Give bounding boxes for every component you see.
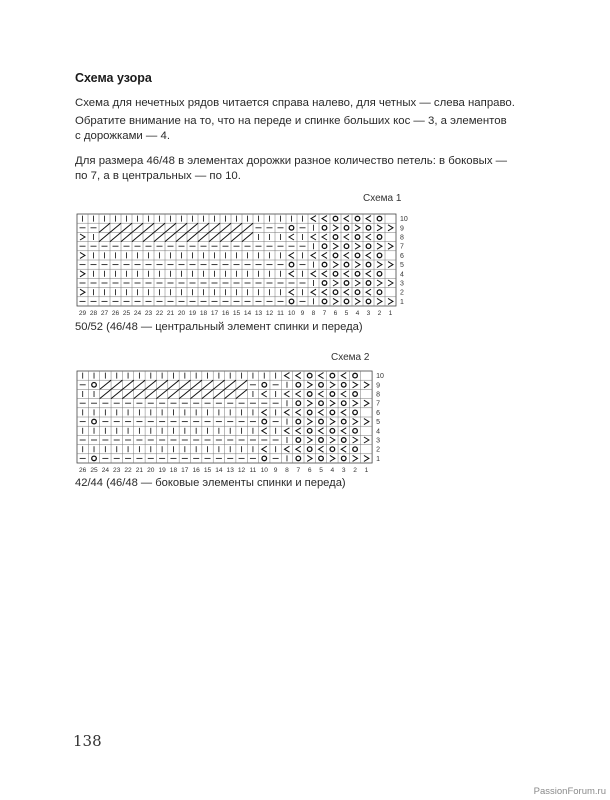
scheme2-row-label: 8 bbox=[376, 391, 381, 399]
scheme1-row-label: 4 bbox=[400, 271, 404, 279]
scheme1-col-label: 6 bbox=[333, 310, 338, 317]
scheme1-col-label: 19 bbox=[188, 310, 197, 317]
scheme1-chart-grid bbox=[77, 214, 408, 317]
scheme1-col-label: 16 bbox=[221, 310, 230, 317]
scheme1-col-label: 13 bbox=[254, 310, 263, 317]
scheme1-col-label: 15 bbox=[232, 310, 241, 317]
scheme1-row-label: 6 bbox=[400, 252, 404, 260]
scheme1-row-label: 5 bbox=[400, 262, 404, 270]
scheme1-row-label: 2 bbox=[400, 289, 404, 297]
scheme2-row-label: 3 bbox=[376, 437, 381, 445]
scheme2-col-label: 22 bbox=[124, 467, 132, 474]
scheme2-col-label: 14 bbox=[215, 467, 223, 474]
scheme2-col-label: 6 bbox=[307, 467, 312, 474]
scheme2-col-label: 18 bbox=[169, 467, 178, 474]
scheme1-col-label: 17 bbox=[210, 310, 219, 317]
scheme1-col-label: 7 bbox=[322, 310, 327, 317]
scheme1-col-label: 21 bbox=[166, 310, 175, 317]
section-heading: Схема узора bbox=[75, 71, 152, 85]
scheme2-col-label: 4 bbox=[330, 467, 335, 474]
scheme2-chart-grid bbox=[77, 371, 384, 474]
scheme1-row-label: 3 bbox=[400, 280, 404, 288]
scheme1-col-label: 29 bbox=[78, 310, 87, 317]
scheme2-col-label: 25 bbox=[90, 467, 98, 474]
scheme2-caption: 42/44 (46/48 — боковые элементы спинки и переда) bbox=[75, 477, 346, 489]
scheme1-col-label: 23 bbox=[144, 310, 153, 317]
scheme1-col-label: 20 bbox=[177, 310, 186, 317]
scheme2-title: Схема 2 bbox=[331, 352, 370, 363]
paragraph-cable-count: Обратите внимание на то, что на переде и спинке больших кос — 3, а элементов с дорожками — 4. bbox=[75, 115, 507, 142]
page-number: 138 bbox=[73, 732, 102, 750]
scheme1-col-label: 28 bbox=[89, 310, 98, 317]
scheme2-col-label: 16 bbox=[192, 467, 200, 474]
scheme2-col-label: 5 bbox=[319, 467, 323, 474]
scheme1-row-label: 8 bbox=[400, 234, 404, 242]
scheme1-row-label: 7 bbox=[400, 243, 404, 251]
scheme2-col-label: 12 bbox=[237, 467, 246, 474]
scheme2-row-label: 7 bbox=[376, 400, 381, 408]
scheme2-col-label: 10 bbox=[260, 467, 268, 474]
scheme2-col-label: 26 bbox=[79, 467, 87, 474]
scheme2-col-label: 21 bbox=[135, 467, 144, 474]
paragraph-size-note: Для размера 46/48 в элементах дорожки разное количество петель: в боковых — по 7, а в центральных — по 10. bbox=[75, 155, 508, 182]
scheme1-col-label: 27 bbox=[100, 310, 109, 317]
scheme2-col-label: 7 bbox=[296, 467, 301, 474]
scheme2-col-label: 9 bbox=[273, 467, 278, 474]
scheme1-row-label: 9 bbox=[400, 225, 404, 233]
scheme1-col-label: 2 bbox=[377, 310, 382, 317]
scheme2-col-label: 13 bbox=[226, 467, 234, 474]
scheme2-col-label: 2 bbox=[353, 467, 357, 474]
scheme2-col-label: 8 bbox=[285, 467, 289, 474]
scheme2-col-label: 24 bbox=[101, 467, 110, 474]
scheme1-col-label: 22 bbox=[155, 310, 164, 317]
paragraph-reading-direction: Схема для нечетных рядов читается справа налево, для четных — слева направо. bbox=[75, 97, 515, 109]
scheme1-row-label: 1 bbox=[400, 298, 404, 306]
scheme2-row-label: 2 bbox=[376, 446, 381, 454]
scheme1-col-label: 14 bbox=[243, 310, 252, 317]
scheme1-col-label: 10 bbox=[287, 310, 296, 317]
scheme1-row-label: 10 bbox=[400, 216, 408, 224]
scheme1-col-label: 12 bbox=[265, 310, 274, 317]
scheme2-row-label: 9 bbox=[376, 382, 381, 390]
scheme1-caption: 50/52 (46/48 — центральный элемент спинки и переда) bbox=[75, 321, 363, 333]
scheme1-col-label: 11 bbox=[277, 310, 284, 317]
scheme1-title: Схема 1 bbox=[363, 193, 402, 204]
scheme2-col-label: 3 bbox=[341, 467, 346, 474]
scheme2-col-label: 11 bbox=[249, 467, 257, 474]
scheme2-col-label: 1 bbox=[364, 467, 369, 474]
scheme1-col-label: 3 bbox=[366, 310, 371, 317]
scheme1-col-label: 4 bbox=[355, 310, 360, 317]
scheme2-row-label: 6 bbox=[376, 409, 381, 417]
scheme2-col-label: 19 bbox=[158, 467, 166, 474]
scheme1-col-label: 9 bbox=[300, 310, 305, 317]
scheme2-col-label: 23 bbox=[113, 467, 121, 474]
scheme2-row-label: 5 bbox=[376, 419, 381, 427]
scheme2-row-label: 4 bbox=[376, 428, 381, 436]
scheme2-col-label: 20 bbox=[147, 467, 155, 474]
scheme2-row-label: 1 bbox=[376, 455, 381, 463]
scheme1-col-label: 25 bbox=[122, 310, 131, 317]
scheme1-col-label: 8 bbox=[311, 310, 316, 317]
scheme1-col-label: 5 bbox=[344, 310, 349, 317]
scheme1-col-label: 1 bbox=[388, 310, 393, 317]
scheme1-col-label: 18 bbox=[199, 310, 208, 317]
scheme1-col-label: 26 bbox=[111, 310, 120, 317]
scheme2-row-label: 10 bbox=[376, 373, 384, 381]
scheme2-col-label: 15 bbox=[203, 467, 212, 474]
scheme1-col-label: 24 bbox=[133, 310, 142, 317]
watermark: PassionForum.ru bbox=[533, 786, 606, 797]
scheme2-col-label: 17 bbox=[181, 467, 189, 474]
